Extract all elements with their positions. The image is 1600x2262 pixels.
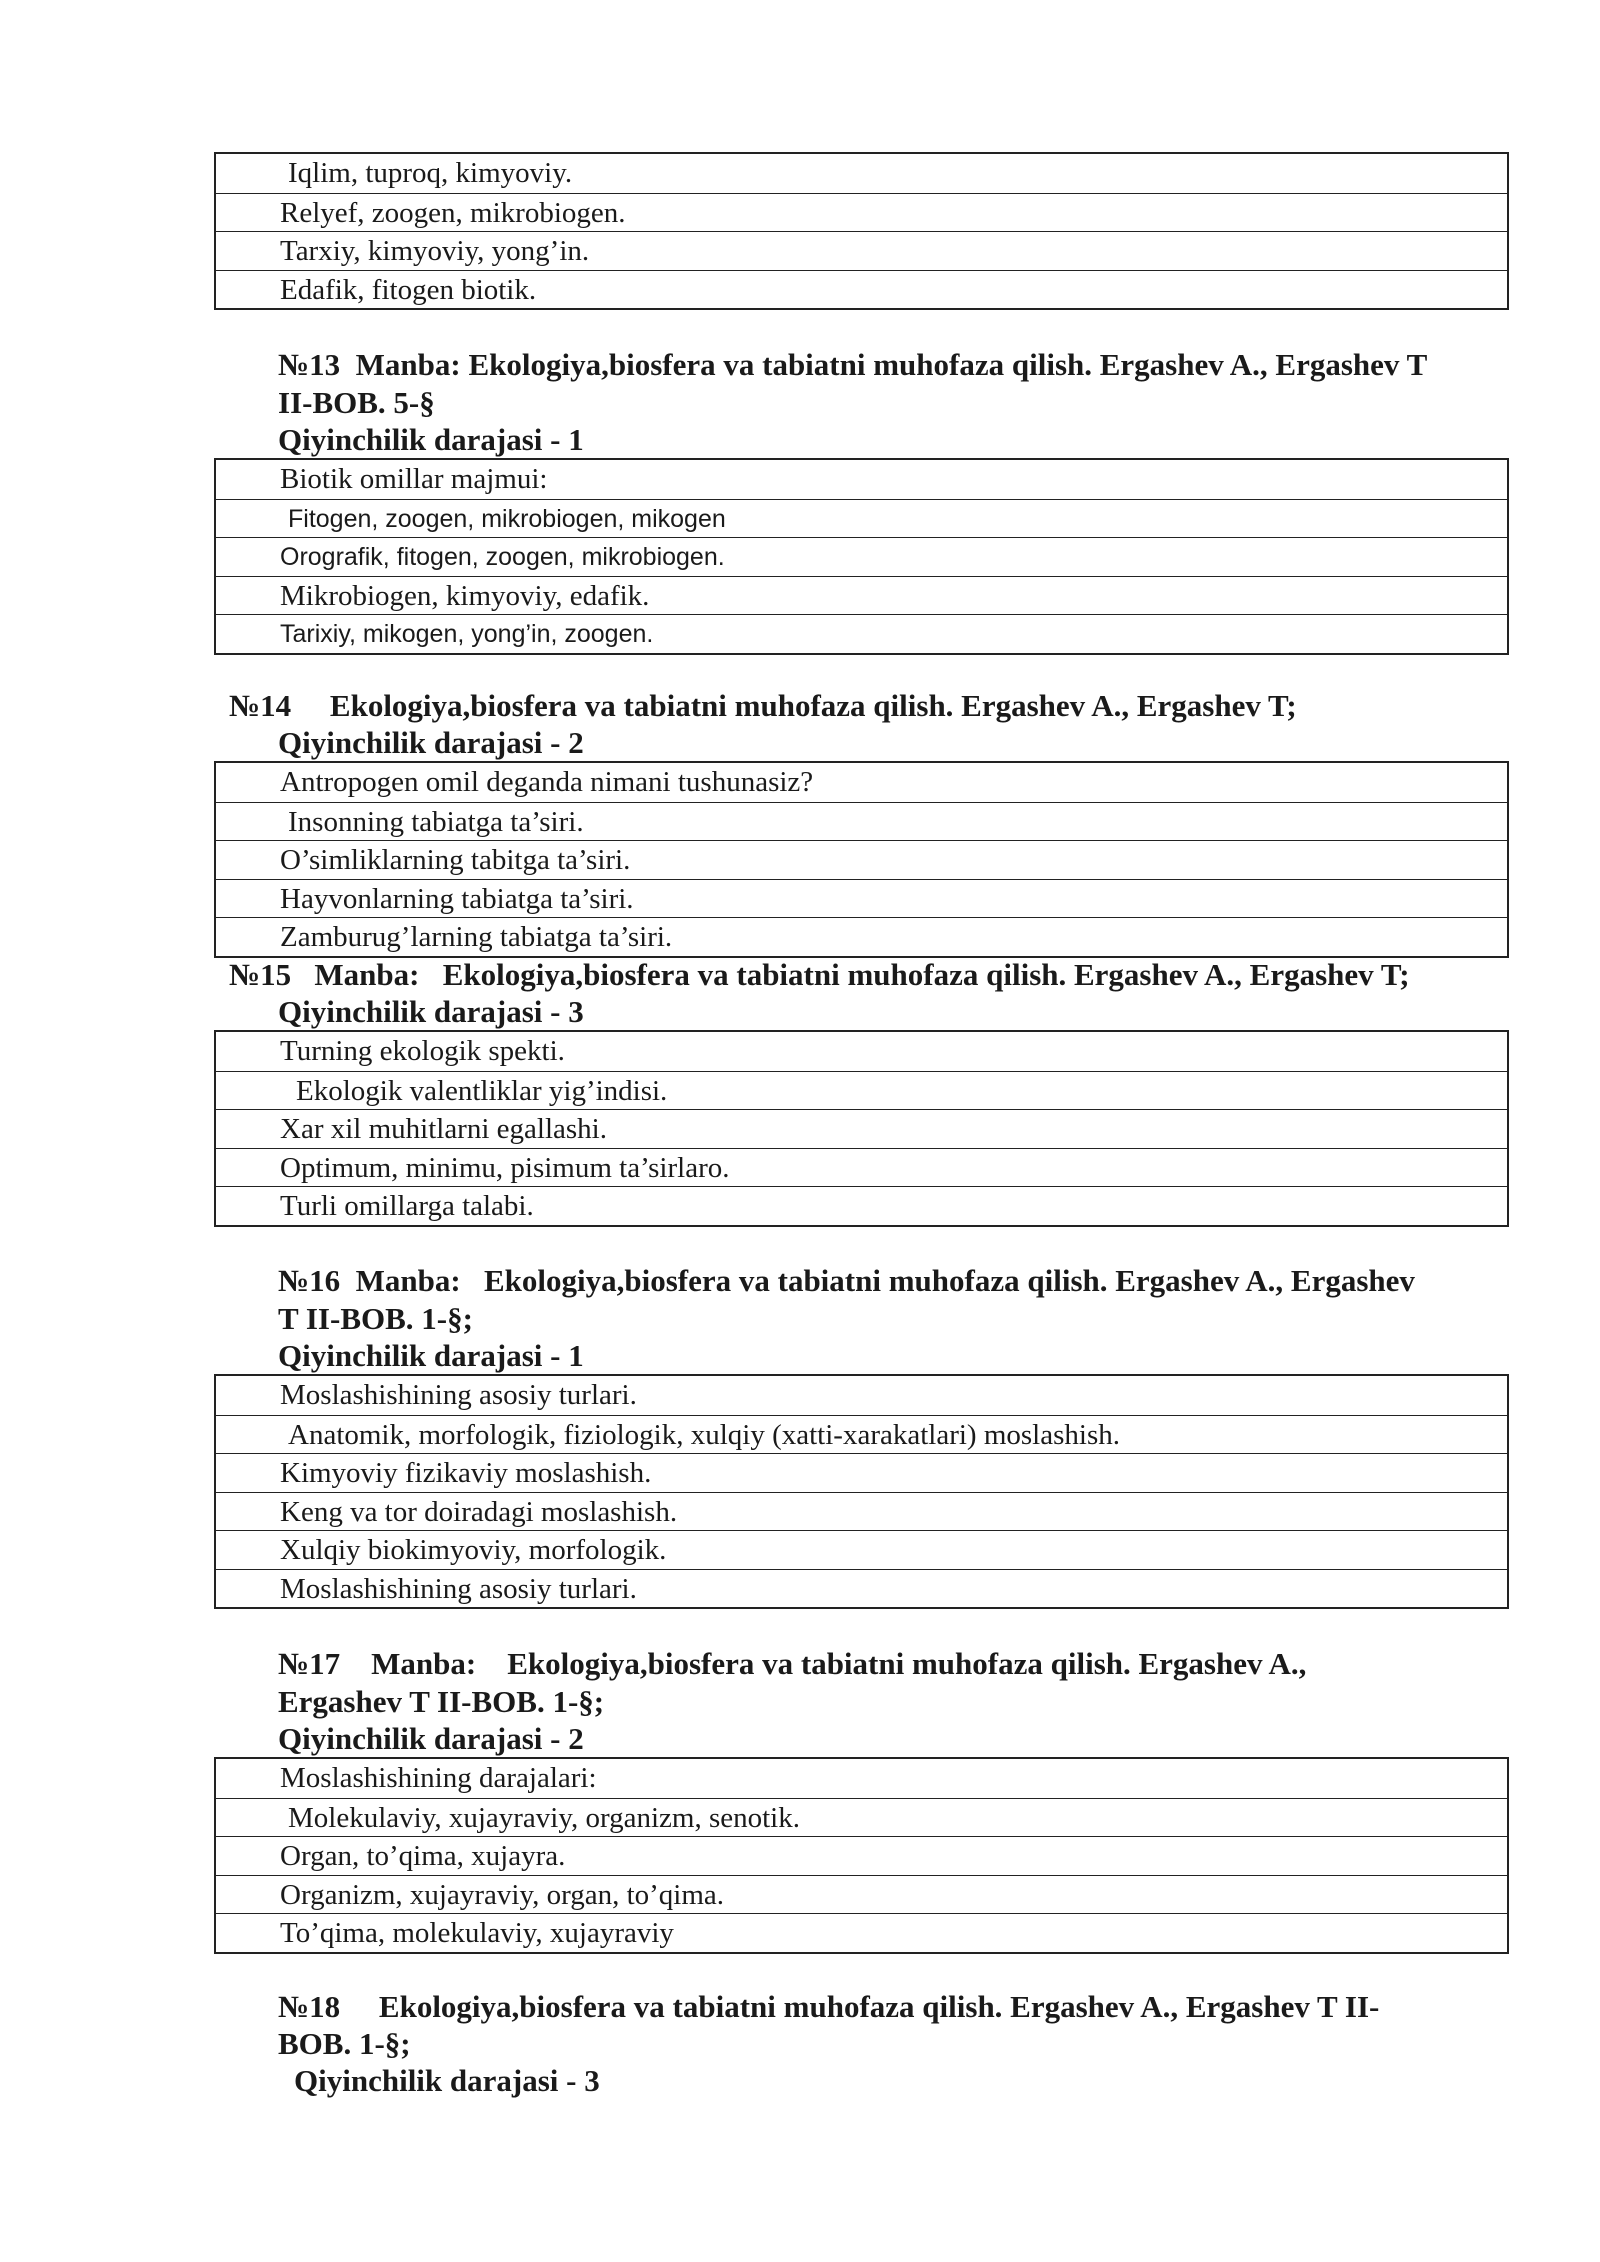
- question-15: [214, 1030, 1509, 1227]
- answer-option: To’qima, molekulaviy, xujayraviy: [216, 1913, 1507, 1952]
- answer-option: Molekulaviy, xujayraviy, organizm, senotik.: [216, 1798, 1507, 1837]
- question-text: Moslashishining asosiy turlari.: [280, 1379, 637, 1411]
- question-18-chapter: BOB. 1-§;: [278, 2026, 411, 2061]
- answer-option: Edafik, fitogen biotik.: [216, 270, 1507, 309]
- question-17: [214, 1757, 1509, 1954]
- answer-table: [214, 1374, 1509, 1609]
- question-13: [214, 458, 1509, 655]
- question-13-source: №13 Manba: Ekologiya,biosfera va tabiatni muhofaza qilish. Ergashev A., Ergashev T: [278, 347, 1428, 382]
- answer-option: Keng va tor doiradagi moslashish.: [216, 1492, 1507, 1531]
- answer-table: [214, 1757, 1509, 1954]
- answer-option: Kimyoviy fizikaviy moslashish.: [216, 1453, 1507, 1492]
- answer-option: Organizm, xujayraviy, organ, to’qima.: [216, 1875, 1507, 1914]
- question-text: Antropogen omil deganda nimani tushunasiz?: [280, 766, 814, 798]
- question-14-source: №14 Ekologiya,biosfera va tabiatni muhofaza qilish. Ergashev A., Ergashev T;: [229, 688, 1297, 723]
- answer-option: Zamburug’larning tabiatga ta’siri.: [216, 917, 1507, 956]
- answer-option: Moslashishining asosiy turlari.: [216, 1569, 1507, 1608]
- question-12: [214, 152, 1509, 310]
- question-17-source: №17 Manba: Ekologiya,biosfera va tabiatni muhofaza qilish. Ergashev A.,: [278, 1646, 1307, 1681]
- answer-option: Xulqiy biokimyoviy, morfologik.: [216, 1530, 1507, 1569]
- answer-option: Anatomik, morfologik, fiziologik, xulqiy (xatti-xarakatlari) moslashish.: [216, 1415, 1507, 1454]
- answer-table: [214, 152, 1509, 310]
- answer-option: Turli omillarga talabi.: [216, 1186, 1507, 1225]
- question-18-source: №18 Ekologiya,biosfera va tabiatni muhofaza qilish. Ergashev A., Ergashev T II-: [278, 1989, 1380, 2024]
- question-15-level: Qiyinchilik darajasi - 3: [278, 994, 584, 1029]
- question-17-level: Qiyinchilik darajasi - 2: [278, 1721, 584, 1756]
- answer-option: Organ, to’qima, xujayra.: [216, 1836, 1507, 1875]
- question-13-level: Qiyinchilik darajasi - 1: [278, 422, 584, 457]
- question-13-chapter: II-BOB. 5-§: [278, 385, 435, 420]
- question-16-chapter: T II-BOB. 1-§;: [278, 1301, 473, 1336]
- answer-option: Hayvonlarning tabiatga ta’siri.: [216, 879, 1507, 918]
- question-text: Moslashishining darajalari:: [280, 1762, 597, 1794]
- answer-table: [214, 1030, 1509, 1227]
- answer-option: Optimum, minimu, pisimum ta’sirlaro.: [216, 1148, 1507, 1187]
- question-16-level: Qiyinchilik darajasi - 1: [278, 1338, 584, 1373]
- question-17-chapter: Ergashev T II-BOB. 1-§;: [278, 1684, 605, 1719]
- question-text: Biotik omillar majmui:: [280, 463, 548, 495]
- question-14: [214, 761, 1509, 958]
- answer-option: Iqlim, tuproq, kimyoviy.: [288, 157, 573, 189]
- question-16: [214, 1374, 1509, 1609]
- answer-option: Xar xil muhitlarni egallashi.: [216, 1109, 1507, 1148]
- answer-option: O’simliklarning tabitga ta’siri.: [216, 840, 1507, 879]
- answer-option: Mikrobiogen, kimyoviy, edafik.: [216, 576, 1507, 615]
- question-16-source: №16 Manba: Ekologiya,biosfera va tabiatni muhofaza qilish. Ergashev A., Ergashev: [278, 1263, 1415, 1298]
- answer-option: Tarxiy, kimyoviy, yong’in.: [216, 231, 1507, 270]
- question-text: Turning ekologik spekti.: [280, 1035, 565, 1067]
- answer-option: Tarixiy, mikogen, yong’in, zoogen.: [216, 614, 1507, 653]
- answer-table: [214, 761, 1509, 958]
- question-14-level: Qiyinchilik darajasi - 2: [278, 725, 584, 760]
- answer-option: Fitogen, zoogen, mikrobiogen, mikogen: [216, 499, 1507, 538]
- question-18-level: Qiyinchilik darajasi - 3: [294, 2063, 600, 2098]
- question-15-source: №15 Manba: Ekologiya,biosfera va tabiatni muhofaza qilish. Ergashev A., Ergashev T;: [229, 957, 1410, 992]
- answer-option: Insonning tabiatga ta’siri.: [216, 802, 1507, 841]
- answer-option: Orografik, fitogen, zoogen, mikrobiogen.: [216, 537, 1507, 576]
- answer-option: Ekologik valentliklar yig’indisi.: [216, 1071, 1507, 1110]
- answer-table: [214, 458, 1509, 655]
- answer-option: Relyef, zoogen, mikrobiogen.: [216, 193, 1507, 232]
